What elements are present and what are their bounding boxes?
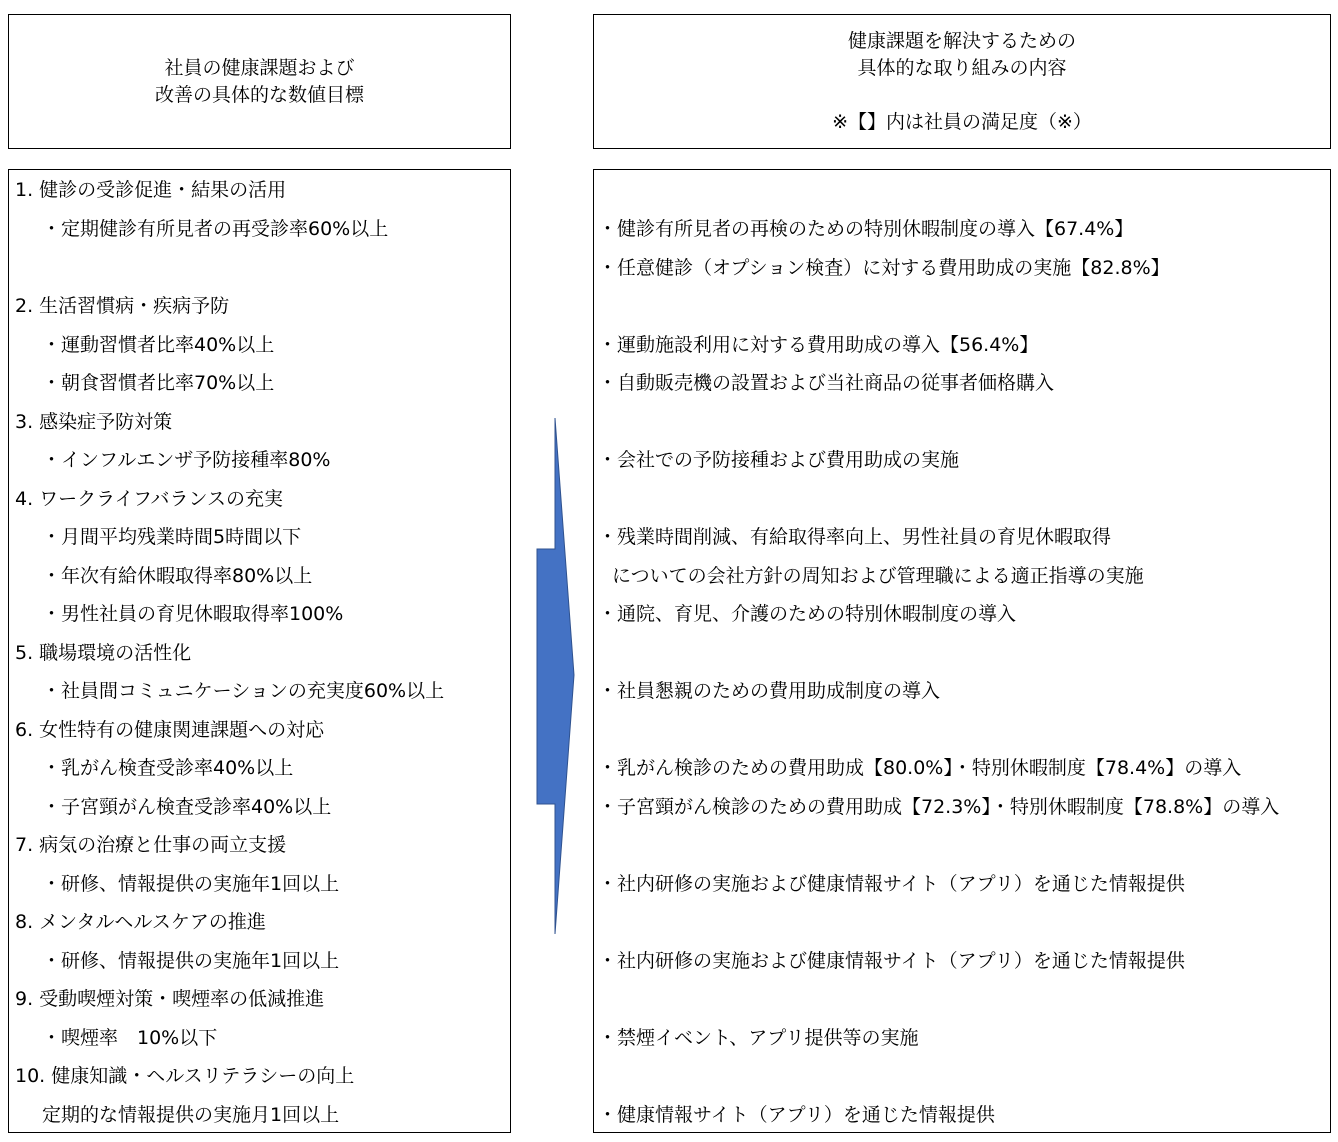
goal-item: ・年次有給休暇取得率80%以上 [42, 565, 313, 587]
initiative-item: ・禁煙イベント、アプリ提供等の実施 [598, 1027, 919, 1049]
initiative-item: ・子宮頸がん検診のための費用助成【72.3%】・特別休暇制度【78.8%】の導入 [598, 796, 1280, 818]
goal-heading: 9. 受動喫煙対策・喫煙率の低減推進 [15, 988, 325, 1010]
goal-heading: 10. 健康知識・ヘルスリテラシーの向上 [15, 1065, 355, 1087]
initiative-item: ・社内研修の実施および健康情報サイト（アプリ）を通じた情報提供 [598, 873, 1185, 895]
right-content-box [593, 169, 1331, 1133]
goal-item: ・子宮頸がん検査受診率40%以上 [42, 796, 332, 818]
right-header-line2: 具体的な取り組みの内容 [857, 56, 1067, 79]
arrow-shape [537, 418, 574, 934]
initiative-item: ・任意健診（オプション検査）に対する費用助成の実施【82.8%】 [598, 257, 1170, 279]
goal-item: ・インフルエンザ予防接種率80% [42, 449, 331, 471]
initiative-item: ・乳がん検診のための費用助成【80.0%】・特別休暇制度【78.4%】の導入 [598, 757, 1242, 779]
goal-item: ・社員間コミュニケーションの充実度60%以上 [42, 680, 445, 702]
goal-item: ・喫煙率 10%以下 [42, 1027, 218, 1049]
initiative-item: ・残業時間削減、有給取得率向上、男性社員の育児休暇取得 [598, 526, 1112, 548]
initiative-item: ・自動販売機の設置および当社商品の従事者価格購入 [598, 372, 1055, 394]
initiative-item: ・社員懇親のための費用助成制度の導入 [598, 680, 941, 702]
goal-heading: 5. 職場環境の活性化 [15, 642, 192, 664]
goal-item: 定期的な情報提供の実施月1回以上 [42, 1104, 340, 1126]
initiative-item: ・会社での予防接種および費用助成の実施 [598, 449, 960, 471]
initiative-item: ・運動施設利用に対する費用助成の導入【56.4%】 [598, 334, 1039, 356]
goal-heading: 1. 健診の受診促進・結果の活用 [15, 179, 287, 201]
right-arrow-icon [536, 418, 576, 934]
goal-item: ・定期健診有所見者の再受診率60%以上 [42, 218, 389, 240]
initiative-item: ・健康情報サイト（アプリ）を通じた情報提供 [598, 1104, 995, 1126]
initiative-item: ・社内研修の実施および健康情報サイト（アプリ）を通じた情報提供 [598, 950, 1185, 972]
goal-heading: 7. 病気の治療と仕事の両立支援 [15, 834, 287, 856]
initiative-item: ・健診有所見者の再検のための特別休暇制度の導入【67.4%】 [598, 218, 1134, 240]
goal-heading: 4. ワークライフバランスの充実 [15, 488, 283, 510]
left-header-line1: 社員の健康課題および [164, 56, 355, 79]
right-header-box [593, 14, 1331, 149]
right-header-note: ※【】内は社員の満足度（※） [832, 110, 1092, 133]
goal-item: ・研修、情報提供の実施年1回以上 [42, 873, 340, 895]
goal-item: ・月間平均残業時間5時間以下 [42, 526, 302, 548]
initiative-item: ・通院、育児、介護のための特別休暇制度の導入 [598, 603, 1017, 625]
left-header-box [8, 14, 511, 149]
goal-heading: 8. メンタルヘルスケアの推進 [15, 911, 266, 933]
right-header-line1: 健康課題を解決するための [847, 29, 1076, 52]
goal-item: ・朝食習慣者比率70%以上 [42, 372, 275, 394]
goal-item: ・男性社員の育児休暇取得率100% [42, 603, 344, 625]
left-header-line2: 改善の具体的な数値目標 [154, 83, 364, 106]
goal-heading: 2. 生活習慣病・疾病予防 [15, 295, 230, 317]
goal-item: ・乳がん検査受診率40%以上 [42, 757, 294, 779]
goal-item: ・研修、情報提供の実施年1回以上 [42, 950, 340, 972]
goal-item: ・運動習慣者比率40%以上 [42, 334, 275, 356]
goal-heading: 6. 女性特有の健康関連課題への対応 [15, 719, 325, 741]
initiative-item-continuation: についての会社方針の周知および管理職による適正指導の実施 [612, 565, 1144, 587]
goal-heading: 3. 感染症予防対策 [15, 411, 173, 433]
